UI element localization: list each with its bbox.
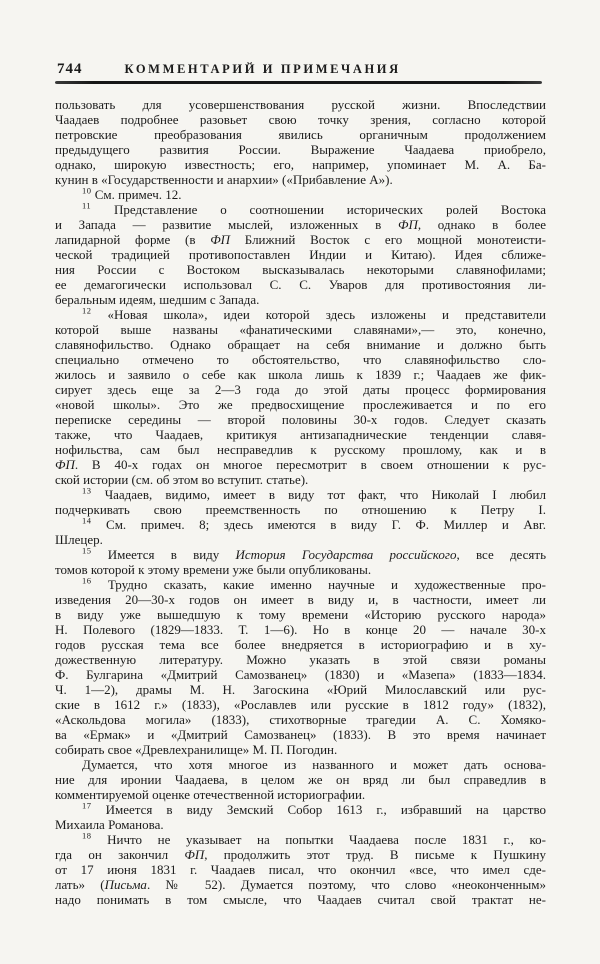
text-line: $^{12}$ «Новая школа», идеи которой здесь изложены и представители <box>82 305 546 322</box>
text-line: которой выше названы «фанатическими славянами»,— это, конечно, <box>55 322 546 337</box>
text-line: ФП. В 40-х годах он многое пересмотрит в своем отношении к рус- <box>55 457 546 472</box>
text-line: ние для иронии Чаадаева, в целом же он вряд ли был справедлив в <box>55 772 546 787</box>
text-line: ской истории (см. об этом во вступит. статье). <box>55 472 309 487</box>
text-line: кунин в «Государственности и анархии» («Прибавление А»). <box>55 172 393 187</box>
text-line: в виду уже вышедшую к тому времени «Историю русского народа» <box>55 607 546 622</box>
text-line: Шлецер. <box>55 532 103 547</box>
text-line: Ф. Булгарина «Дмитрий Самозванец» (1830) и «Мазепа» (1833—1834. <box>55 667 546 682</box>
text-line: специально отмечено то обстоятельство, что славянофильство сло- <box>55 352 546 367</box>
text-line: беральным идеям, шедшим с Запада. <box>55 292 260 307</box>
text-line: ния России с Востоком высказывалась некоторыми славянофилами; <box>55 262 546 277</box>
text-line: переписке середины — второй половины 30-х годов. Следует сказать <box>55 412 546 427</box>
text-line: предыдущего развития России. Выражение Чаадаева приобрело, <box>55 142 546 157</box>
text-line: изведения 20—30-х годов он имеет в виду и, в частности, имеет ли <box>55 592 546 607</box>
text-line: $^{13}$ Чаадаев, видимо, имеет в виду тот факт, что Николай I любил <box>82 485 546 502</box>
text-line: подчеркивать свою преемственность по отношению к Петру I. <box>55 502 546 517</box>
text-line: однако, широкую известность; его, например, упоминает М. А. Ба- <box>55 157 546 172</box>
text-line: Думается, что хотя многое из названного и может дать основа- <box>82 757 546 772</box>
text-line: ческой традицией противопоставлен Индии и Китаю). Идея сближе- <box>55 247 546 262</box>
text-line: пользовать для усовершенствования русской жизни. Впоследствии <box>55 97 546 112</box>
text-line: ва «Ермак» и «Дмитрий Самозванец» (1833). В это время начинает <box>55 727 546 742</box>
running-title: КОММЕНТАРИЙ И ПРИМЕЧАНИЯ <box>124 62 401 76</box>
text-line: $^{18}$ Ничто не указывает на попытки Чаадаева после 1831 г., ко- <box>82 830 546 847</box>
text-line: лать» (Письма. № 52). Думается поэтому, что слово «неоконченным» <box>55 877 546 892</box>
text-line: надо понимать в том смысле, что Чаадаев считал свой трактат не- <box>55 892 546 907</box>
text-line: томов которой к этому времени уже были опубликованы. <box>55 562 372 577</box>
text-line: «новой школы». Это же предвосхищение прослеживается и по его <box>55 397 546 412</box>
text-line: и Запада — развитие мыслей, изложенных в ФП, однако в более <box>55 217 546 232</box>
text-line: дожественную литературу. Можно указать в этой связи романы <box>55 652 546 667</box>
text-line: от 17 июня 1831 г. Чаадаев писал, что окончил «все, что имел сде- <box>55 862 546 877</box>
text-line: гда он закончил ФП, продолжить этот труд. В письме к Пушкину <box>55 847 546 862</box>
text-line: Н. Полевого (1829—1833. Т. 1—6). Но в конце 20 — начале 30-х <box>55 622 546 637</box>
text-line: комментируемой оценке отечественной историографии. <box>55 787 366 802</box>
text-line: $^{14}$ См. примеч. 8; здесь имеются в виду Г. Ф. Миллер и Авг. <box>82 515 546 532</box>
text-line: Чаадаев подробнее разовьет свою точку зрения, согласно которой <box>55 112 546 127</box>
text-line: петровские преобразования явились органичным продолжением <box>55 127 546 142</box>
text-line: также, что Чаадаев, критикуя антизападнические тенденции славя- <box>55 427 546 442</box>
page-number: 744 <box>57 61 83 77</box>
page-header <box>57 61 543 78</box>
text-line: собирать свое «Древлехранилище» М. П. Погодин. <box>55 742 338 757</box>
text-line: нофильства, сам был несправедлив к русскому прошлому, как и в <box>55 442 546 457</box>
text-line: Михаила Романова. <box>55 817 164 832</box>
text-line: «Аскольдова могила» (1833), стихотворные трагедии А. С. Хомяко- <box>55 712 546 727</box>
text-line: Ч. 1—2), драмы М. Н. Загоскина «Юрий Милославский или рус- <box>55 682 546 697</box>
header-rule <box>55 81 542 84</box>
text-line: $^{17}$ Имеется в виду Земский Собор 1613 г., избравший на царство <box>82 800 546 817</box>
text-line: годов русская тема все более внедряется в историографию и в ху- <box>55 637 546 652</box>
text-line: $^{11}$ Представление о соотношении исторических ролей Востока <box>82 200 546 217</box>
text-line: $^{10}$ См. примеч. 12. <box>82 185 182 202</box>
text-line: $^{16}$ Трудно сказать, какие именно научные и художественные про- <box>82 575 546 592</box>
text-line: сирует здесь еще за 2—3 года до этой даты процесс формирования <box>55 382 546 397</box>
text-line: славянофильство. Однако обращает на себя внимание и должно быть <box>55 337 546 352</box>
text-line: ские в 1612 г.» (1833), «Рославлев или русские в 1812 году» (1832), <box>55 697 546 712</box>
text-line: $^{15}$ Имеется в виду История Государства российского, все десять <box>82 545 547 562</box>
text-line: ее демагогически использовал С. С. Уваров для противостояния ли- <box>55 277 546 292</box>
text-line: жилось и заявило о себе как школа лишь к 1839 г.; Чаадаев же фик- <box>55 367 546 382</box>
text-line: лапидарной форме (в ФП Ближний Восток с его мощной монотеисти- <box>55 232 546 247</box>
text-block <box>55 97 546 907</box>
